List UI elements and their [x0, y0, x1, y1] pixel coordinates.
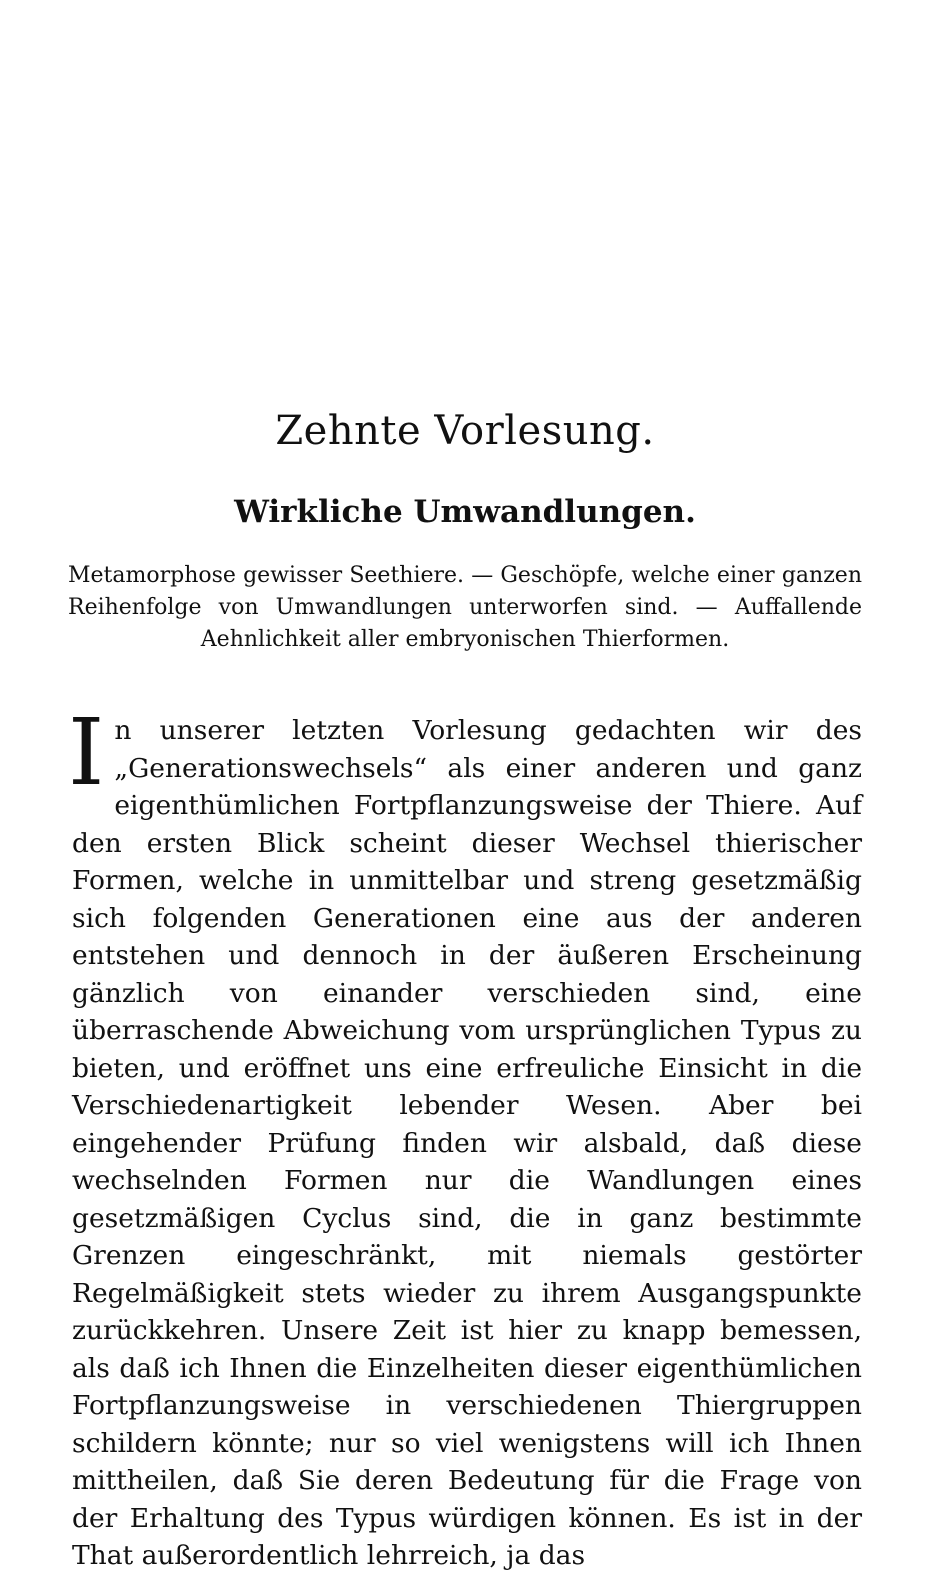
body-paragraph: [68, 699, 862, 1575]
section-title: Wirkliche Umwandlungen.: [234, 494, 696, 530]
body-text: n unserer letzten Vorlesung gedachten wir des „Generationswechsels“ als einer anderen und ganz eigenthümlichen Fortpflanzungsweise der Thiere. Auf den ersten Blick scheint dieser Wechsel thierischer Formen, welche in unmittelbar und streng gesetzmäßig sich folgenden Generationen eine aus der anderen entstehen und dennoch in der äußeren Erscheinung gänzlich von einander verschieden sind, eine überraschende Abweichung vom ursprünglichen Typus zu bieten, und eröffnet uns eine erfreuliche Einsicht in die Verschiedenartigkeit lebender Wesen. Aber bei eingehender Prüfung finden wir alsbald, daß diese wechselnden Formen nur die Wandlungen eines gesetzmäßigen Cyclus sind, die in ganz bestimmte Grenzen eingeschränkt, mit niemals gestörter Regelmäßigkeit stets wieder zu ihrem Ausgangspunkte zurückkehren. Unsere Zeit ist hier zu knapp bemessen, als daß ich Ihnen die Einzelheiten dieser eigenthümlichen Fortpflanzungsweise in verschiedenen Thiergruppen schildern könnte; nur so viel wenigstens will ich Ihnen mittheilen, daß Sie deren Bedeutung für die Frage von der Erhaltung des Typus würdigen können. Es ist in der That außerordentlich lehrreich, ja das: [72, 715, 862, 1571]
drop-cap: I: [68, 699, 105, 806]
chapter-title: Zehnte Vorlesung.: [275, 408, 655, 454]
chapter-summary: Metamorphose gewisser Seethiere. — Geschöpfe, welche einer ganzen Reihenfolge von Umwandlungen unterworfen sind. — Auffallende Aehnlichkeit aller embryonischen Thierformen.: [68, 563, 862, 652]
